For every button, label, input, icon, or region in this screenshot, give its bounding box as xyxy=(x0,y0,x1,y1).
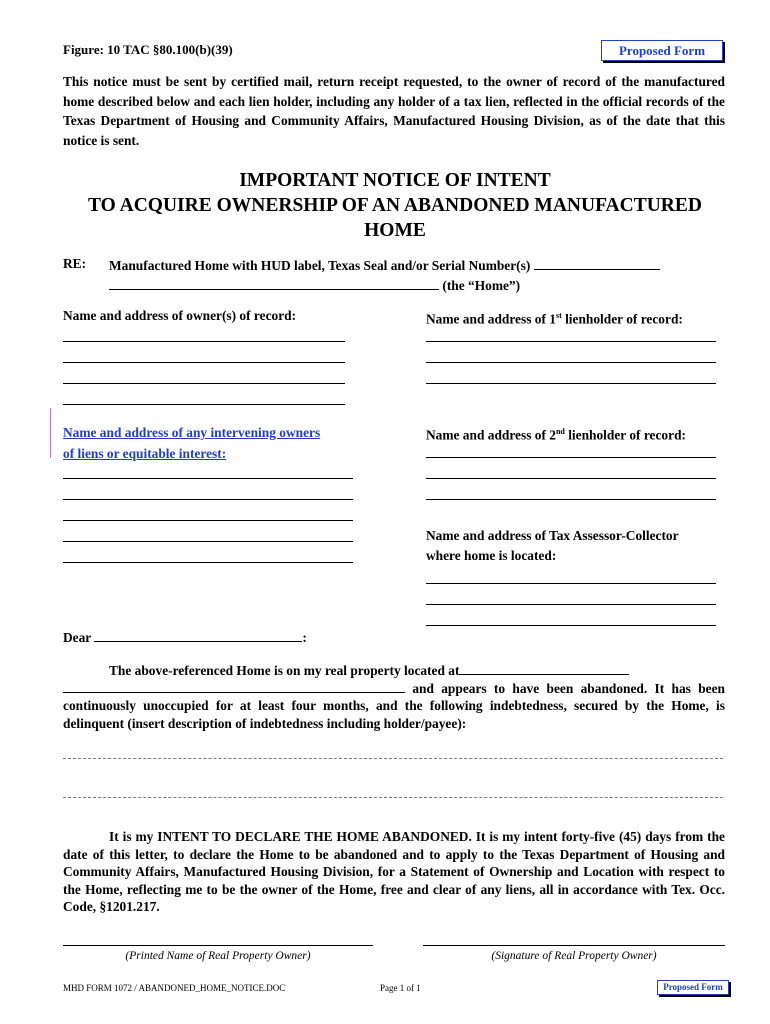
intervening-line-3[interactable] xyxy=(63,520,353,521)
re-description xyxy=(109,256,725,276)
property-location-field[interactable] xyxy=(459,662,629,675)
title-line-3: HOME xyxy=(364,220,426,241)
title-line-2: TO ACQUIRE OWNERSHIP OF AN ABANDONED MANUFACTURED xyxy=(88,195,702,216)
proposed-form-footer-badge: Proposed Form xyxy=(657,980,729,995)
tax-assessor-line-1[interactable] xyxy=(426,583,716,584)
page-number: Page 1 of 1 xyxy=(380,983,421,993)
intent-paragraph: It is my INTENT TO DECLARE THE HOME ABANDONED. It is my intent forty-five (45) days from the date of this letter, to declare the Home to be abandoned and to apply to the Texas Department of Housing and Community Affairs, Manufactured Housing Division, for a Statement of Ownership and Location with respect to the Home, reflecting me to be the owner of the Home, free and clear of any liens, all in accordance with Tex. Occ. Code, §1201.217. xyxy=(63,829,725,914)
re-suffix: (the “Home”) xyxy=(442,278,521,293)
intervening-line-5[interactable] xyxy=(63,562,353,563)
title-line-1: IMPORTANT NOTICE OF INTENT xyxy=(239,170,551,191)
property-paragraph: The above-referenced Home is on my real property located at and appears to have been abandoned. It has been continuously unoccupied for at least four months, and the following indebtedness, secured by the Home, is delinquent (insert description of indebtedness including holder/payee): xyxy=(63,663,725,731)
second-lienholder-line-1[interactable] xyxy=(426,457,716,458)
property-location-field-continued[interactable] xyxy=(63,680,405,693)
re-description-line-2 xyxy=(109,276,520,296)
tax-assessor-line-2[interactable] xyxy=(426,604,716,605)
revision-margin-mark xyxy=(50,408,51,458)
re-label: RE: xyxy=(63,256,87,271)
salutation: Dear : xyxy=(63,630,307,645)
first-lienholder-line-3[interactable] xyxy=(426,383,716,384)
owner-address-line-1[interactable] xyxy=(63,341,345,342)
signature-caption: (Signature of Real Property Owner) xyxy=(491,950,657,962)
intervening-line-2[interactable] xyxy=(63,499,353,500)
first-lienholder-heading: Name and address of 1st lienholder of record: xyxy=(426,311,683,327)
owner-address-line-3[interactable] xyxy=(63,383,345,384)
intervening-heading-line-2: of liens or equitable interest: xyxy=(63,446,227,461)
serial-number-field[interactable] xyxy=(534,257,660,270)
printed-name-caption: (Printed Name of Real Property Owner) xyxy=(125,950,311,962)
owner-address-line-2[interactable] xyxy=(63,362,345,363)
form-id: MHD FORM 1072 / ABANDONED_HOME_NOTICE.DOC xyxy=(63,983,286,993)
second-lienholder-line-3[interactable] xyxy=(426,499,716,500)
tax-assessor-heading: Name and address of Tax Assessor-Collector where home is located: xyxy=(426,528,679,563)
notice-title xyxy=(40,168,750,243)
printed-name-line[interactable] xyxy=(63,945,373,946)
signature-line[interactable] xyxy=(423,945,725,946)
owner-address-line-4[interactable] xyxy=(63,404,345,405)
addressee-field[interactable] xyxy=(94,629,302,642)
intervening-heading xyxy=(63,422,320,464)
tax-assessor-line-3[interactable] xyxy=(426,625,716,626)
figure-reference: Figure: 10 TAC §80.100(b)(39) xyxy=(63,42,233,57)
intro-instructions: This notice must be sent by certified mail, return receipt requested, to the owner of record of the manufactured home described below and each lien holder, including any holder of a tax lien, reflected in the official records of the Texas Department of Housing and Community Affairs, Manufactured Housing Division, as of the date that this notice is sent. xyxy=(63,74,725,148)
first-lienholder-line-2[interactable] xyxy=(426,362,716,363)
serial-number-field-continued[interactable] xyxy=(109,277,439,290)
first-lienholder-line-1[interactable] xyxy=(426,341,716,342)
re-text: Manufactured Home with HUD label, Texas Seal and/or Serial Number(s) xyxy=(109,258,531,273)
intervening-heading-line-1: Name and address of any intervening owners xyxy=(63,425,321,440)
intervening-line-1[interactable] xyxy=(63,478,353,479)
second-lienholder-line-2[interactable] xyxy=(426,478,716,479)
proposed-form-badge: Proposed Form xyxy=(601,40,723,61)
intervening-line-4[interactable] xyxy=(63,541,353,542)
owner-heading: Name and address of owner(s) of record: xyxy=(63,308,297,323)
indebtedness-line-2[interactable] xyxy=(63,797,723,798)
second-lienholder-heading: Name and address of 2nd lienholder of record: xyxy=(426,427,686,443)
indebtedness-line-1[interactable] xyxy=(63,758,723,759)
